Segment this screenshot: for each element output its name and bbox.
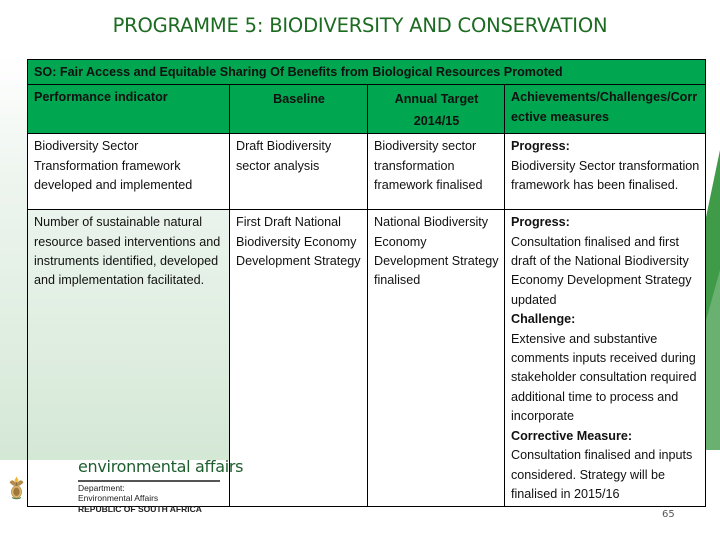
corrective-text: Consultation finalised and inputs considered. Strategy will be finalised in 2015/16 bbox=[511, 448, 693, 501]
page-number: 65 bbox=[662, 509, 675, 520]
dept-name: Environmental Affairs bbox=[78, 492, 159, 503]
progress-text: Consultation finalised and first draft of the National Biodiversity Economy Development Strategy updated bbox=[511, 234, 692, 307]
dept-label: Department: bbox=[78, 483, 125, 493]
indicator-cell: Number of sustainable natural resource based interventions and instruments identified, developed and implementation facilitated. bbox=[28, 210, 230, 507]
target-cell: National Biodiversity Economy Development Strategy finalised bbox=[368, 210, 505, 507]
achievements-cell bbox=[505, 134, 706, 210]
logo-department bbox=[78, 484, 158, 503]
table-row bbox=[28, 134, 706, 210]
logo-wordmark: environmental affairs bbox=[78, 457, 244, 476]
progress-text: Biodiversity Sector transformation framework has been finalised. bbox=[511, 158, 700, 193]
strategic-objective: SO: Fair Access and Equitable Sharing Of Benefits from Biological Resources Promoted bbox=[28, 60, 706, 85]
strategic-objective-row bbox=[28, 60, 706, 85]
header-achievements: Achievements/Challenges/Corrective measures bbox=[505, 85, 706, 134]
header-target-year: 2014/15 bbox=[413, 113, 460, 128]
challenge-label: Challenge: bbox=[511, 312, 576, 327]
logo-underline bbox=[78, 480, 220, 482]
baseline-cell: Draft Biodiversity sector analysis bbox=[230, 134, 368, 210]
header-performance-indicator: Performance indicator bbox=[28, 85, 230, 134]
logo-country: REPUBLIC OF SOUTH AFRICA bbox=[78, 504, 202, 514]
header-row bbox=[28, 85, 706, 134]
header-annual-target bbox=[368, 85, 505, 134]
coat-of-arms-icon bbox=[6, 448, 76, 528]
header-baseline: Baseline bbox=[230, 85, 368, 134]
slide-title: PROGRAMME 5: BIODIVERSITY AND CONSERVATION bbox=[112, 14, 608, 37]
performance-table bbox=[27, 59, 706, 507]
corrective-label: Corrective Measure: bbox=[511, 428, 633, 443]
target-cell: Biodiversity sector transformation framework finalised bbox=[368, 134, 505, 210]
progress-label: Progress: bbox=[511, 215, 570, 230]
header-target-label: Annual Target bbox=[394, 92, 479, 107]
baseline-cell: First Draft National Biodiversity Economy Development Strategy bbox=[230, 210, 368, 507]
challenge-text: Extensive and substantive comments inputs received during stakeholder consultation required additional time to process and incorporate bbox=[511, 331, 697, 424]
achievements-cell bbox=[505, 210, 706, 507]
indicator-cell: Biodiversity Sector Transformation framework developed and implemented bbox=[28, 134, 230, 210]
progress-label: Progress: bbox=[511, 139, 570, 154]
